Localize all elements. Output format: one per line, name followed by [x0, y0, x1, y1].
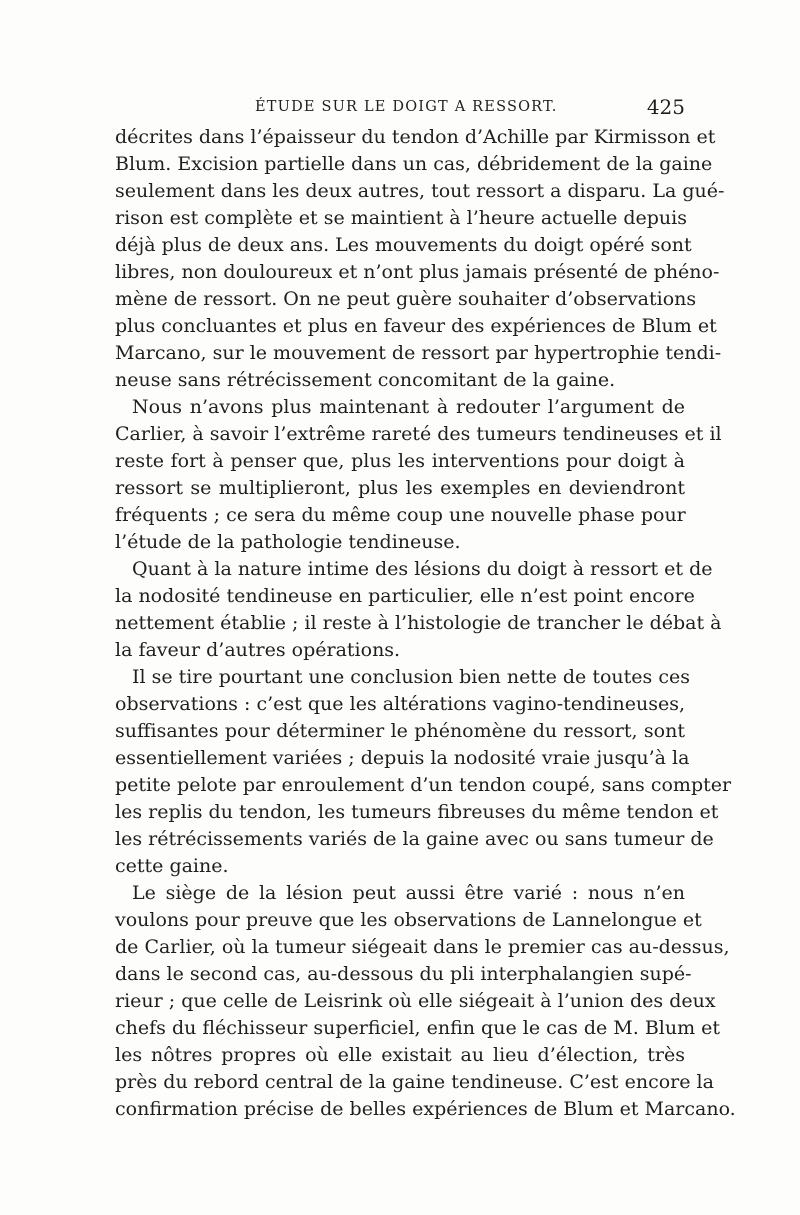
- text-line: près du rebord central de la gaine tendineuse. C’est encore la: [115, 1071, 714, 1093]
- text-line: neuse sans rétrécissement concomitant de la gaine.: [115, 369, 616, 391]
- text-line: les replis du tendon, les tumeurs fibreuses du même tendon et: [115, 801, 719, 823]
- text-line: petite pelote par enroulement d’un tendon coupé, sans compter: [115, 774, 732, 796]
- text-line: les nôtres propres où elle existait au lieu d’élection, très: [115, 1044, 685, 1066]
- text-line: fréquents ; ce sera du même coup une nouvelle phase pour: [115, 504, 686, 526]
- text-line: l’étude de la pathologie tendineuse.: [115, 531, 461, 553]
- text-line: mène de ressort. On ne peut guère souhaiter d’observations: [115, 288, 697, 310]
- text-line: déjà plus de deux ans. Les mouvements du doigt opéré sont: [115, 234, 692, 256]
- text-line: rison est complète et se maintient à l’heure actuelle depuis: [115, 207, 687, 229]
- page-number: 425: [646, 95, 685, 119]
- text-line: Quant à la nature intime des lésions du doigt à ressort et de: [132, 558, 713, 580]
- text-line: observations : c’est que les altérations vagino-tendineuses,: [115, 693, 685, 715]
- text-line: plus concluantes et plus en faveur des expériences de Blum et: [115, 315, 717, 337]
- text-line: la faveur d’autres opérations.: [115, 639, 401, 661]
- text-line: voulons pour preuve que les observations de Lannelongue et: [115, 909, 702, 931]
- text-line: Marcano, sur le mouvement de ressort par hypertrophie tendi-: [115, 342, 722, 364]
- text-line: essentiellement variées ; depuis la nodosité vraie jusqu’à la: [115, 747, 690, 769]
- running-header: [115, 93, 685, 121]
- text-line: chefs du fléchisseur superficiel, enfin que le cas de M. Blum et: [115, 1017, 721, 1039]
- text-line: dans le second cas, au-dessous du pli interphalangien supé-: [115, 963, 692, 985]
- text-line: reste fort à penser que, plus les interventions pour doigt à: [115, 450, 685, 472]
- text-line: Carlier, à savoir l’extrême rareté des tumeurs tendineuses et il: [115, 423, 722, 445]
- text-line: Le siège de la lésion peut aussi être varié : nous n’en: [132, 882, 685, 904]
- running-title: ÉTUDE SUR LE DOIGT A RESSORT.: [255, 99, 558, 115]
- text-line: seulement dans les deux autres, tout ressort a disparu. La gué-: [115, 180, 725, 202]
- text-line: nettement établie ; il reste à l’histologie de trancher le débat à: [115, 612, 722, 634]
- text-line: les rétrécissements variés de la gaine avec ou sans tumeur de: [115, 828, 714, 850]
- body-text: [115, 124, 736, 1123]
- text-line: Il se tire pourtant une conclusion bien nette de toutes ces: [132, 666, 690, 688]
- text-line: décrites dans l’épaisseur du tendon d’Achille par Kirmisson et: [115, 126, 716, 148]
- text-line: confirmation précise de belles expériences de Blum et Marcano.: [115, 1098, 736, 1120]
- text-line: la nodosité tendineuse en particulier, elle n’est point encore: [115, 585, 695, 607]
- text-line: libres, non douloureux et n’ont plus jamais présenté de phéno-: [115, 261, 720, 283]
- text-line: de Carlier, où la tumeur siégeait dans le premier cas au-dessus,: [115, 936, 730, 958]
- text-line: Nous n’avons plus maintenant à redouter l’argument de: [132, 396, 685, 418]
- text-line: rieur ; que celle de Leisrink où elle siégeait à l’union des deux: [115, 990, 716, 1012]
- text-line: suffisantes pour déterminer le phénomène du ressort, sont: [115, 720, 685, 742]
- text-line: Blum. Excision partielle dans un cas, débridement de la gaine: [115, 153, 713, 175]
- text-line: cette gaine.: [115, 855, 229, 877]
- text-line: ressort se multiplieront, plus les exemples en deviendront: [115, 477, 685, 499]
